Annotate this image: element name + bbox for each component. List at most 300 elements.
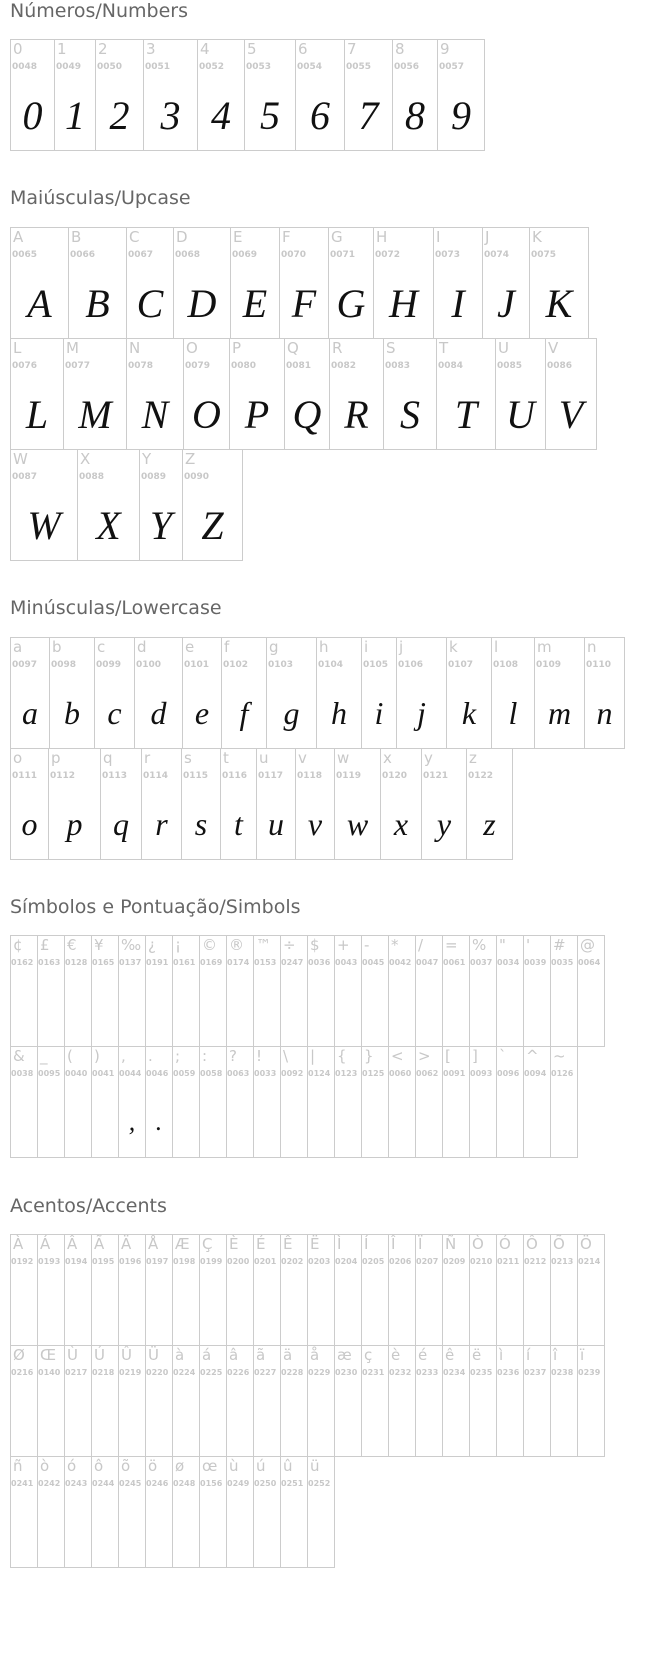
glyph-preview: 8 xyxy=(405,92,425,138)
char-code: 0039 xyxy=(524,958,547,967)
glyph-preview xyxy=(362,1386,388,1456)
char-code: 0107 xyxy=(448,660,474,670)
char-label: G xyxy=(331,228,343,246)
char-label: ê xyxy=(445,1346,455,1364)
glyph-preview: u xyxy=(268,805,284,842)
char-code: 0140 xyxy=(38,1368,61,1377)
glyph-cell xyxy=(437,39,485,151)
char-label: è xyxy=(391,1346,401,1364)
char-label: n xyxy=(587,638,597,656)
glyph-cell xyxy=(295,748,335,860)
char-code: 0097 xyxy=(12,660,38,670)
char-code: 0196 xyxy=(119,1257,142,1266)
glyph-cell xyxy=(361,935,389,1047)
char-label: N xyxy=(129,339,141,357)
glyph-cell xyxy=(280,935,308,1047)
glyph-cell xyxy=(182,637,222,749)
glyph-preview: K xyxy=(545,280,573,326)
char-code: 0250 xyxy=(254,1479,277,1488)
char-label: C xyxy=(129,228,140,246)
char-label: ì xyxy=(499,1346,504,1364)
glyph-preview xyxy=(200,1386,226,1456)
char-code: 0056 xyxy=(394,62,420,72)
glyph-cell xyxy=(253,1234,281,1346)
char-code: 0217 xyxy=(65,1368,88,1377)
char-label: 7 xyxy=(347,40,357,58)
char-label: Ö xyxy=(580,1235,592,1253)
glyph-cell xyxy=(388,935,416,1047)
char-code: 0036 xyxy=(308,958,331,967)
char-code: 0101 xyxy=(184,660,210,670)
glyph-preview: h xyxy=(331,694,347,731)
glyph-preview xyxy=(497,976,523,1046)
section-title-lowercase: Minúsculas/Lowercase xyxy=(10,597,222,619)
glyph-preview: y xyxy=(436,805,452,842)
char-label: í xyxy=(526,1346,531,1364)
glyph-cell xyxy=(280,1345,308,1457)
glyph-cell xyxy=(491,637,535,749)
char-label: X xyxy=(80,450,91,468)
char-label: Ë xyxy=(310,1235,320,1253)
glyph-cell xyxy=(295,39,345,151)
char-code: 0069 xyxy=(232,250,258,260)
char-label: [ xyxy=(445,1047,451,1065)
char-code: 0118 xyxy=(297,771,323,781)
glyph-cell xyxy=(199,935,227,1047)
char-label: < xyxy=(391,1047,404,1065)
char-code: 0085 xyxy=(497,361,523,371)
glyph-preview xyxy=(470,1275,496,1345)
char-label: Ç xyxy=(202,1235,213,1253)
glyph-cell xyxy=(584,637,625,749)
glyph-preview xyxy=(92,1497,118,1567)
glyph-preview xyxy=(524,1087,550,1157)
glyph-preview xyxy=(65,1087,91,1157)
glyph-preview: N xyxy=(141,391,169,437)
glyph-cell xyxy=(226,1345,254,1457)
glyph-cell xyxy=(442,1345,470,1457)
char-label: á xyxy=(202,1346,212,1364)
glyph-preview xyxy=(308,1275,334,1345)
char-label: u xyxy=(259,749,269,767)
section-title-numbers: Números/Numbers xyxy=(10,0,188,22)
char-code: 0050 xyxy=(97,62,123,72)
glyph-cell xyxy=(307,935,335,1047)
char-label: x xyxy=(383,749,392,767)
glyph-cell xyxy=(577,935,605,1047)
glyph-preview xyxy=(281,1497,307,1567)
char-code: 0238 xyxy=(551,1368,574,1377)
glyph-preview xyxy=(254,1497,280,1567)
glyph-preview: i xyxy=(374,694,384,731)
glyph-cell xyxy=(361,637,397,749)
char-label: ; xyxy=(175,1047,181,1065)
char-label: s xyxy=(184,749,192,767)
char-code: 0233 xyxy=(416,1368,439,1377)
glyph-preview xyxy=(173,1497,199,1567)
char-code: 0219 xyxy=(119,1368,142,1377)
char-label: > xyxy=(418,1047,431,1065)
glyph-preview: j xyxy=(417,694,426,731)
glyph-cell xyxy=(383,338,437,450)
glyph-preview: n xyxy=(596,694,613,731)
char-label: 6 xyxy=(298,40,308,58)
glyph-preview xyxy=(38,1497,64,1567)
char-label: * xyxy=(391,936,399,954)
glyph-cell xyxy=(361,1046,389,1158)
glyph-cell xyxy=(466,748,513,860)
glyph-cell xyxy=(436,338,496,450)
char-label: Ä xyxy=(121,1235,132,1253)
glyph-preview: l xyxy=(508,694,518,731)
glyph-cell xyxy=(145,1046,173,1158)
glyph-cell xyxy=(226,1456,254,1568)
char-code: 0244 xyxy=(92,1479,115,1488)
glyph-cell xyxy=(307,1345,335,1457)
glyph-cell xyxy=(495,338,546,450)
glyph-preview xyxy=(524,1386,550,1456)
glyph-preview: J xyxy=(497,280,515,326)
char-label: Q xyxy=(287,339,299,357)
char-code: 0163 xyxy=(38,958,61,967)
glyph-cell xyxy=(77,449,140,561)
glyph-cell xyxy=(253,935,281,1047)
glyph-preview: B xyxy=(85,280,110,326)
glyph-cell xyxy=(49,637,95,749)
glyph-cell xyxy=(328,227,374,339)
char-label: ü xyxy=(310,1457,320,1475)
char-code: 0081 xyxy=(286,361,312,371)
char-code: 0093 xyxy=(470,1069,493,1078)
char-code: 0204 xyxy=(335,1257,358,1266)
char-code: 0119 xyxy=(336,771,362,781)
glyph-preview: 3 xyxy=(160,92,181,138)
char-label: & xyxy=(13,1047,25,1065)
char-label: Æ xyxy=(175,1235,190,1253)
upcase-row xyxy=(10,338,596,450)
char-label: B xyxy=(71,228,82,246)
glyph-preview xyxy=(173,1275,199,1345)
char-code: 0092 xyxy=(281,1069,304,1078)
glyph-preview xyxy=(254,1087,280,1157)
glyph-preview xyxy=(119,1386,145,1456)
char-label: q xyxy=(103,749,113,767)
glyph-preview: E xyxy=(242,280,268,326)
glyph-cell xyxy=(139,449,183,561)
char-code: 0033 xyxy=(254,1069,277,1078)
glyph-preview: p xyxy=(66,805,83,842)
char-label: T xyxy=(439,339,449,357)
glyph-cell xyxy=(199,1234,227,1346)
char-code: 0044 xyxy=(119,1069,142,1078)
glyph-cell xyxy=(415,1234,443,1346)
char-label: ù xyxy=(229,1457,239,1475)
glyph-cell xyxy=(145,1345,173,1457)
char-label: . xyxy=(148,1047,153,1065)
glyph-preview xyxy=(362,1275,388,1345)
char-code: 0087 xyxy=(12,472,38,482)
char-label: Z xyxy=(185,450,196,468)
char-label: V xyxy=(548,339,559,357)
glyph-preview xyxy=(173,1087,199,1157)
glyph-cell xyxy=(145,935,173,1047)
char-code: 0120 xyxy=(382,771,408,781)
char-label: a xyxy=(13,638,23,656)
glyph-preview xyxy=(38,976,64,1046)
char-label: L xyxy=(13,339,22,357)
glyph-preview xyxy=(11,1497,37,1567)
char-label: € xyxy=(67,936,77,954)
char-label: ë xyxy=(472,1346,482,1364)
char-label: 3 xyxy=(146,40,156,58)
section-title-upcase: Maiúsculas/Upcase xyxy=(10,187,191,209)
char-code: 0113 xyxy=(102,771,128,781)
char-label: z xyxy=(469,749,477,767)
char-code: 0162 xyxy=(11,958,34,967)
glyph-cell xyxy=(469,1046,497,1158)
char-code: 0205 xyxy=(362,1257,385,1266)
char-label: _ xyxy=(40,1047,48,1065)
glyph-preview: F xyxy=(291,280,317,326)
glyph-preview xyxy=(578,976,604,1046)
glyph-cell xyxy=(182,449,243,561)
glyph-preview xyxy=(254,1275,280,1345)
char-code: 0153 xyxy=(254,958,277,967)
char-code: 0169 xyxy=(200,958,223,967)
char-label: Å xyxy=(148,1235,159,1253)
glyph-preview: S xyxy=(400,391,420,437)
char-label: I xyxy=(436,228,441,246)
glyph-preview xyxy=(308,1386,334,1456)
char-label: ñ xyxy=(13,1457,23,1475)
char-label: E xyxy=(233,228,243,246)
char-label: , xyxy=(121,1047,126,1065)
glyph-cell xyxy=(442,1234,470,1346)
char-code: 0040 xyxy=(65,1069,88,1078)
glyph-preview: V xyxy=(558,391,584,437)
glyph-cell xyxy=(221,637,267,749)
glyph-cell xyxy=(91,1046,119,1158)
char-label: û xyxy=(283,1457,293,1475)
glyph-preview xyxy=(281,1087,307,1157)
char-code: 0037 xyxy=(470,958,493,967)
char-label: Õ xyxy=(553,1235,565,1253)
char-code: 0224 xyxy=(173,1368,196,1377)
char-label: ã xyxy=(256,1346,266,1364)
char-code: 0201 xyxy=(254,1257,277,1266)
glyph-preview xyxy=(11,1087,37,1157)
glyph-cell xyxy=(280,1234,308,1346)
char-label: K xyxy=(532,228,542,246)
char-code: 0045 xyxy=(362,958,385,967)
char-code: 0207 xyxy=(416,1257,439,1266)
char-code: 0105 xyxy=(363,660,389,670)
char-label: g xyxy=(269,638,279,656)
glyph-cell xyxy=(126,227,174,339)
char-code: 0230 xyxy=(335,1368,358,1377)
char-label: ^ xyxy=(526,1047,539,1065)
glyph-preview: Y xyxy=(149,502,173,548)
char-label: ™ xyxy=(256,936,271,954)
char-label: d xyxy=(137,638,147,656)
char-label: ` xyxy=(499,1047,507,1065)
char-label: ) xyxy=(94,1047,100,1065)
char-code: 0070 xyxy=(281,250,307,260)
glyph-cell xyxy=(334,935,362,1047)
glyph-cell xyxy=(10,1345,38,1457)
upcase-row xyxy=(10,227,588,339)
glyph-cell xyxy=(415,935,443,1047)
glyph-preview: a xyxy=(22,694,38,731)
glyph-cell xyxy=(329,338,384,450)
char-code: 0234 xyxy=(443,1368,466,1377)
glyph-cell xyxy=(172,1046,200,1158)
glyph-preview: c xyxy=(107,694,122,731)
char-code: 0249 xyxy=(227,1479,250,1488)
char-code: 0191 xyxy=(146,958,169,967)
glyph-preview: Z xyxy=(201,502,224,548)
char-label: F xyxy=(282,228,291,246)
glyph-cell xyxy=(380,748,422,860)
char-label: 5 xyxy=(247,40,257,58)
glyph-cell xyxy=(415,1345,443,1457)
char-code: 0137 xyxy=(119,958,142,967)
glyph-cell xyxy=(64,935,92,1047)
glyph-cell xyxy=(256,748,296,860)
accents-row xyxy=(10,1234,604,1346)
glyph-preview xyxy=(146,1275,172,1345)
glyph-preview: 6 xyxy=(310,92,330,138)
char-code: 0122 xyxy=(468,771,494,781)
char-code: 0203 xyxy=(308,1257,331,1266)
glyph-preview xyxy=(119,1275,145,1345)
glyph-cell xyxy=(10,449,78,561)
glyph-cell xyxy=(10,227,69,339)
glyph-preview: k xyxy=(461,694,477,731)
char-label: ÷ xyxy=(283,936,296,954)
char-label: ? xyxy=(229,1047,237,1065)
char-label: Ø xyxy=(13,1346,25,1364)
glyph-cell xyxy=(181,748,221,860)
glyph-cell xyxy=(284,338,330,450)
glyph-cell xyxy=(48,748,101,860)
glyph-cell xyxy=(100,748,142,860)
char-label: m xyxy=(537,638,552,656)
char-code: 0108 xyxy=(493,660,519,670)
char-label: Y xyxy=(142,450,152,468)
char-code: 0243 xyxy=(65,1479,88,1488)
glyph-preview xyxy=(146,976,172,1046)
char-code: 0091 xyxy=(443,1069,466,1078)
char-label: % xyxy=(472,936,487,954)
glyph-cell xyxy=(10,935,38,1047)
char-code: 0128 xyxy=(65,958,88,967)
char-label: Í xyxy=(364,1235,369,1253)
glyph-cell xyxy=(94,637,135,749)
char-label: ¥ xyxy=(94,936,104,954)
char-code: 0213 xyxy=(551,1257,574,1266)
glyph-preview: v xyxy=(307,805,323,842)
glyph-preview xyxy=(416,976,442,1046)
glyph-cell xyxy=(220,748,257,860)
glyph-cell xyxy=(172,1234,200,1346)
glyph-preview xyxy=(362,976,388,1046)
char-label: - xyxy=(364,936,370,954)
char-code: 0239 xyxy=(578,1368,601,1377)
glyph-preview xyxy=(335,976,361,1046)
glyph-preview xyxy=(497,1386,523,1456)
glyph-preview: x xyxy=(393,805,409,842)
glyph-preview xyxy=(389,1087,415,1157)
char-code: 0237 xyxy=(524,1368,547,1377)
char-code: 0057 xyxy=(439,62,465,72)
glyph-preview xyxy=(416,1087,442,1157)
glyph-cell xyxy=(253,1046,281,1158)
glyph-preview xyxy=(443,1386,469,1456)
glyph-cell xyxy=(230,227,280,339)
glyph-preview xyxy=(119,976,145,1046)
glyph-cell xyxy=(523,1234,551,1346)
glyph-cell xyxy=(392,39,438,151)
glyph-preview: r xyxy=(155,805,168,842)
glyph-preview: D xyxy=(187,280,217,326)
char-label: ô xyxy=(94,1457,104,1475)
char-label: ¡ xyxy=(175,936,182,954)
glyph-cell xyxy=(496,1046,524,1158)
char-label: M xyxy=(66,339,79,357)
char-code: 0096 xyxy=(497,1069,520,1078)
glyph-preview: . xyxy=(155,1107,163,1136)
char-label: ~ xyxy=(553,1047,566,1065)
char-code: 0104 xyxy=(318,660,344,670)
char-label: o xyxy=(13,749,23,767)
char-label: w xyxy=(337,749,350,767)
glyph-preview xyxy=(227,1275,253,1345)
glyph-cell xyxy=(95,39,144,151)
glyph-preview: M xyxy=(78,391,112,437)
char-label: æ xyxy=(337,1346,352,1364)
upcase-row xyxy=(10,449,242,561)
glyph-cell xyxy=(388,1234,416,1346)
section-title-accents: Acentos/Accents xyxy=(10,1195,167,1217)
char-label: Ï xyxy=(418,1235,423,1253)
char-code: 0161 xyxy=(173,958,196,967)
char-code: 0225 xyxy=(200,1368,223,1377)
char-code: 0116 xyxy=(222,771,248,781)
char-label: ® xyxy=(229,936,244,954)
char-label: © xyxy=(202,936,217,954)
glyph-preview xyxy=(416,1275,442,1345)
glyph-preview xyxy=(227,1087,253,1157)
char-code: 0165 xyxy=(92,958,115,967)
char-label: b xyxy=(52,638,62,656)
glyph-preview xyxy=(281,1275,307,1345)
char-code: 0111 xyxy=(12,771,38,781)
char-code: 0199 xyxy=(200,1257,223,1266)
glyph-preview: 4 xyxy=(211,92,231,138)
glyph-cell xyxy=(172,1456,200,1568)
glyph-preview: 5 xyxy=(260,92,280,138)
char-code: 0247 xyxy=(281,958,304,967)
glyph-preview xyxy=(11,976,37,1046)
char-code: 0103 xyxy=(268,660,294,670)
glyph-cell xyxy=(91,1234,119,1346)
glyph-preview: z xyxy=(483,805,496,842)
glyph-cell xyxy=(141,748,182,860)
glyph-preview xyxy=(65,1386,91,1456)
glyph-cell xyxy=(64,1234,92,1346)
char-label: P xyxy=(232,339,242,357)
